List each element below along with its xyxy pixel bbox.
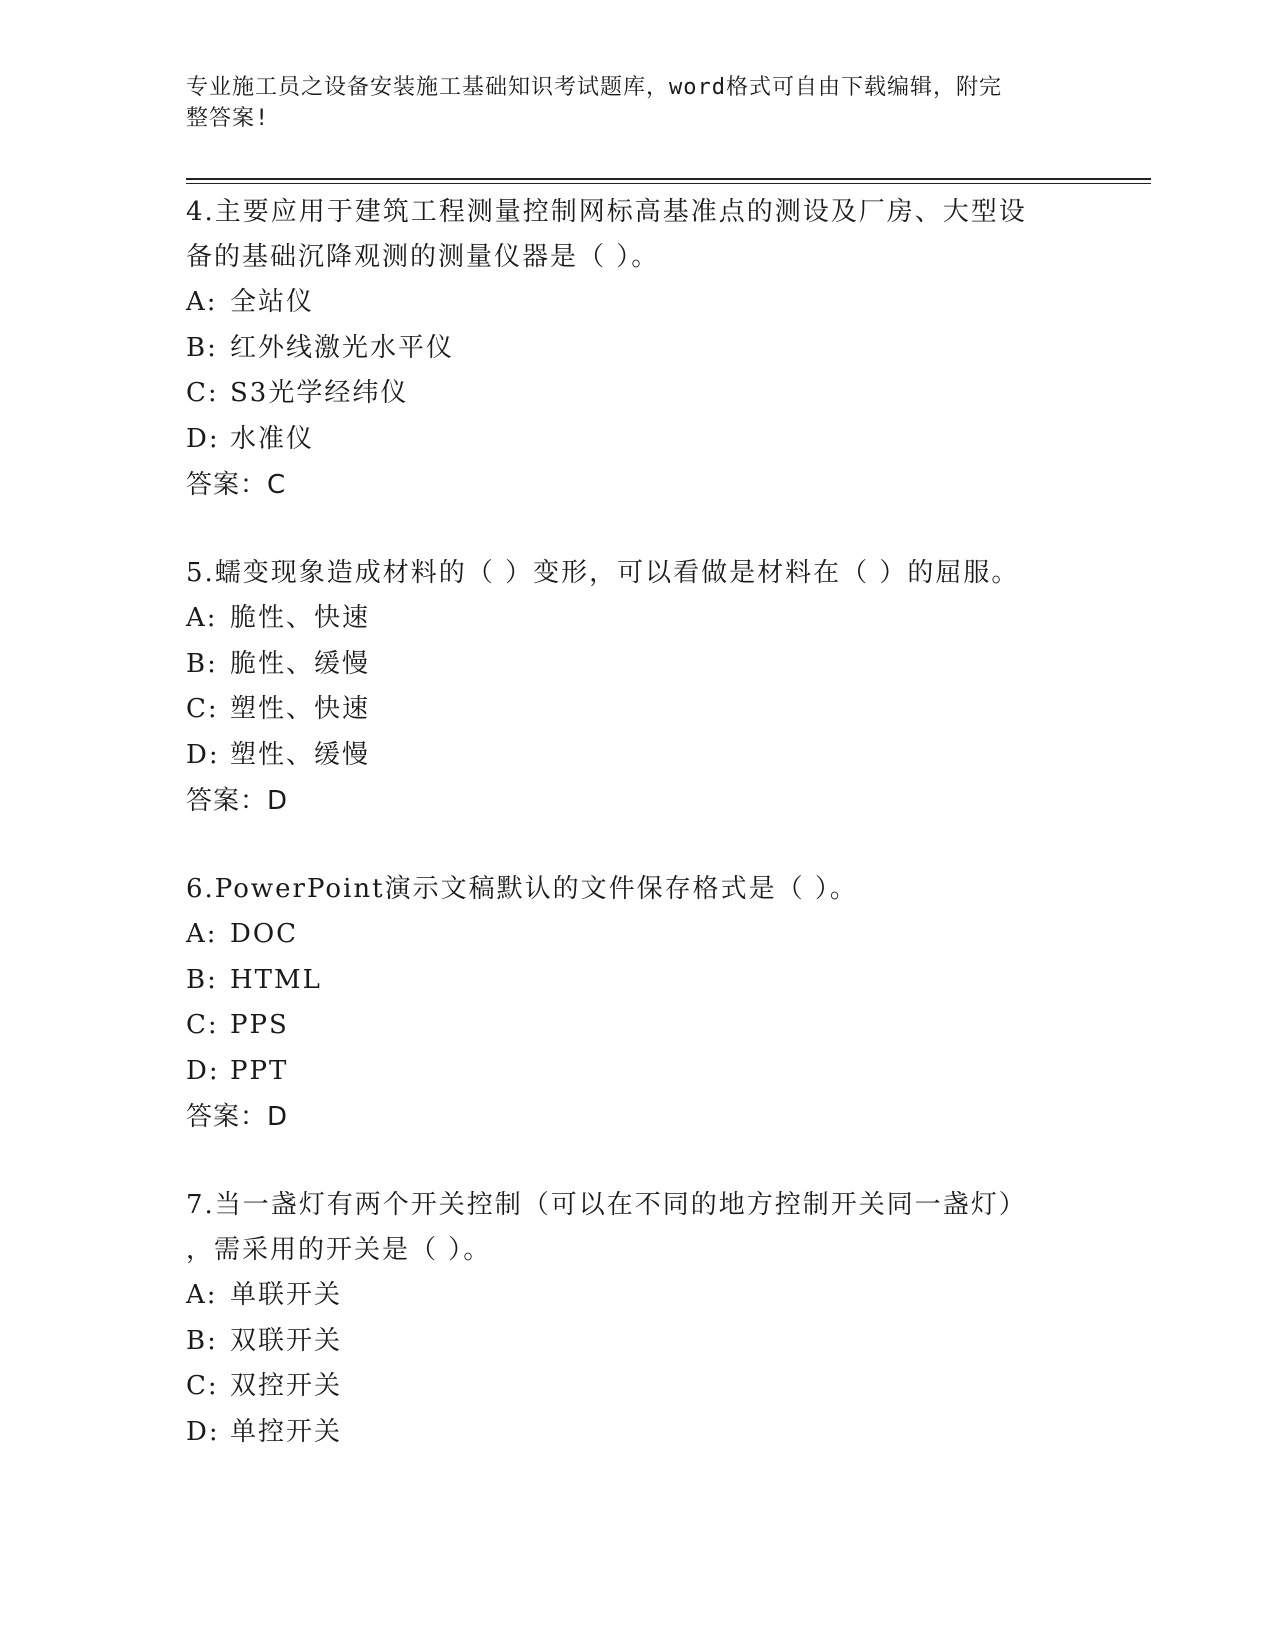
question-text-line: 备的基础沉降观测的测量仪器是（ ）。 [186,242,660,272]
question-text-line: 7.当一盏灯有两个开关控制（可以在不同的地方控制开关同一盏灯） [186,1190,1027,1220]
question-text-line: 4.主要应用于建筑工程测量控制网标高基准点的测设及厂房、大型设 [186,197,1027,227]
option-text: 单联开关 [230,1280,343,1310]
option-key: B: [186,1325,218,1356]
option-key: A: [186,919,218,949]
option-c [186,371,1086,417]
option-text: PPT [230,1055,289,1086]
option-text: 塑性、快速 [230,694,371,724]
option-text: 塑性、缓慢 [230,739,371,770]
question-4 [186,190,1086,508]
option-b [186,958,1086,1004]
option-key: C: [186,694,219,724]
spacer [186,508,1086,551]
option-key: B: [186,648,218,679]
question-6 [186,867,1086,1140]
option-key: D: [186,1416,220,1447]
option-b [186,326,1086,372]
header-line-1: 专业施工员之设备安装施工基础知识考试题库，word格式可自由下载编辑，附完 [186,75,1002,100]
option-key: B: [186,332,218,363]
option-text: HTML [230,964,322,995]
question-5 [186,551,1086,824]
option-key: D: [186,739,220,770]
option-key: C: [186,378,219,408]
option-c [186,1003,1086,1049]
option-text: S3光学经纬仪 [230,378,409,408]
option-text: 水准仪 [230,423,315,454]
document-header [186,72,1066,134]
option-key: A: [186,287,218,317]
answer-line: 答案：D [186,786,289,816]
question-7 [186,1183,1086,1455]
answer-line: 答案：D [186,1102,289,1132]
answer-line: 答案：C [186,470,287,500]
option-a [186,1273,1086,1319]
option-b [186,642,1086,688]
option-text: 脆性、缓慢 [230,648,371,679]
option-key: D: [186,423,220,454]
option-b [186,1319,1086,1365]
option-text: 全站仪 [230,287,315,317]
option-d [186,1410,1086,1456]
option-text: 单控开关 [230,1416,343,1447]
option-text: 双控开关 [230,1371,343,1401]
option-key: C: [186,1010,219,1040]
option-d [186,1049,1086,1095]
spacer [186,1140,1086,1183]
option-text: 双联开关 [230,1325,343,1356]
option-d [186,733,1086,779]
question-text-line: ，需采用的开关是（ ）。 [186,1235,492,1265]
spacer [186,824,1086,867]
option-key: A: [186,603,218,633]
option-text: 红外线激光水平仪 [230,332,455,363]
option-a [186,596,1086,642]
option-key: D: [186,1055,220,1086]
header-line-2: 整答案! [186,106,270,131]
option-text: PPS [230,1010,289,1040]
option-a [186,280,1086,326]
question-text-line: 5.蠕变现象造成材料的（ ）变形，可以看做是材料在（ ）的屈服。 [186,558,1020,588]
option-c [186,1364,1086,1410]
option-d [186,417,1086,463]
question-text-line: 6.PowerPoint演示文稿默认的文件保存格式是（ ）。 [186,874,858,904]
option-key: A: [186,1280,218,1310]
header-divider-thin [186,183,1151,184]
header-divider-thick [186,178,1151,180]
option-key: C: [186,1371,219,1401]
question-list [186,190,1086,1455]
option-text: 脆性、快速 [230,603,371,633]
option-c [186,687,1086,733]
option-text: DOC [230,919,299,949]
option-a [186,912,1086,958]
option-key: B: [186,964,218,995]
